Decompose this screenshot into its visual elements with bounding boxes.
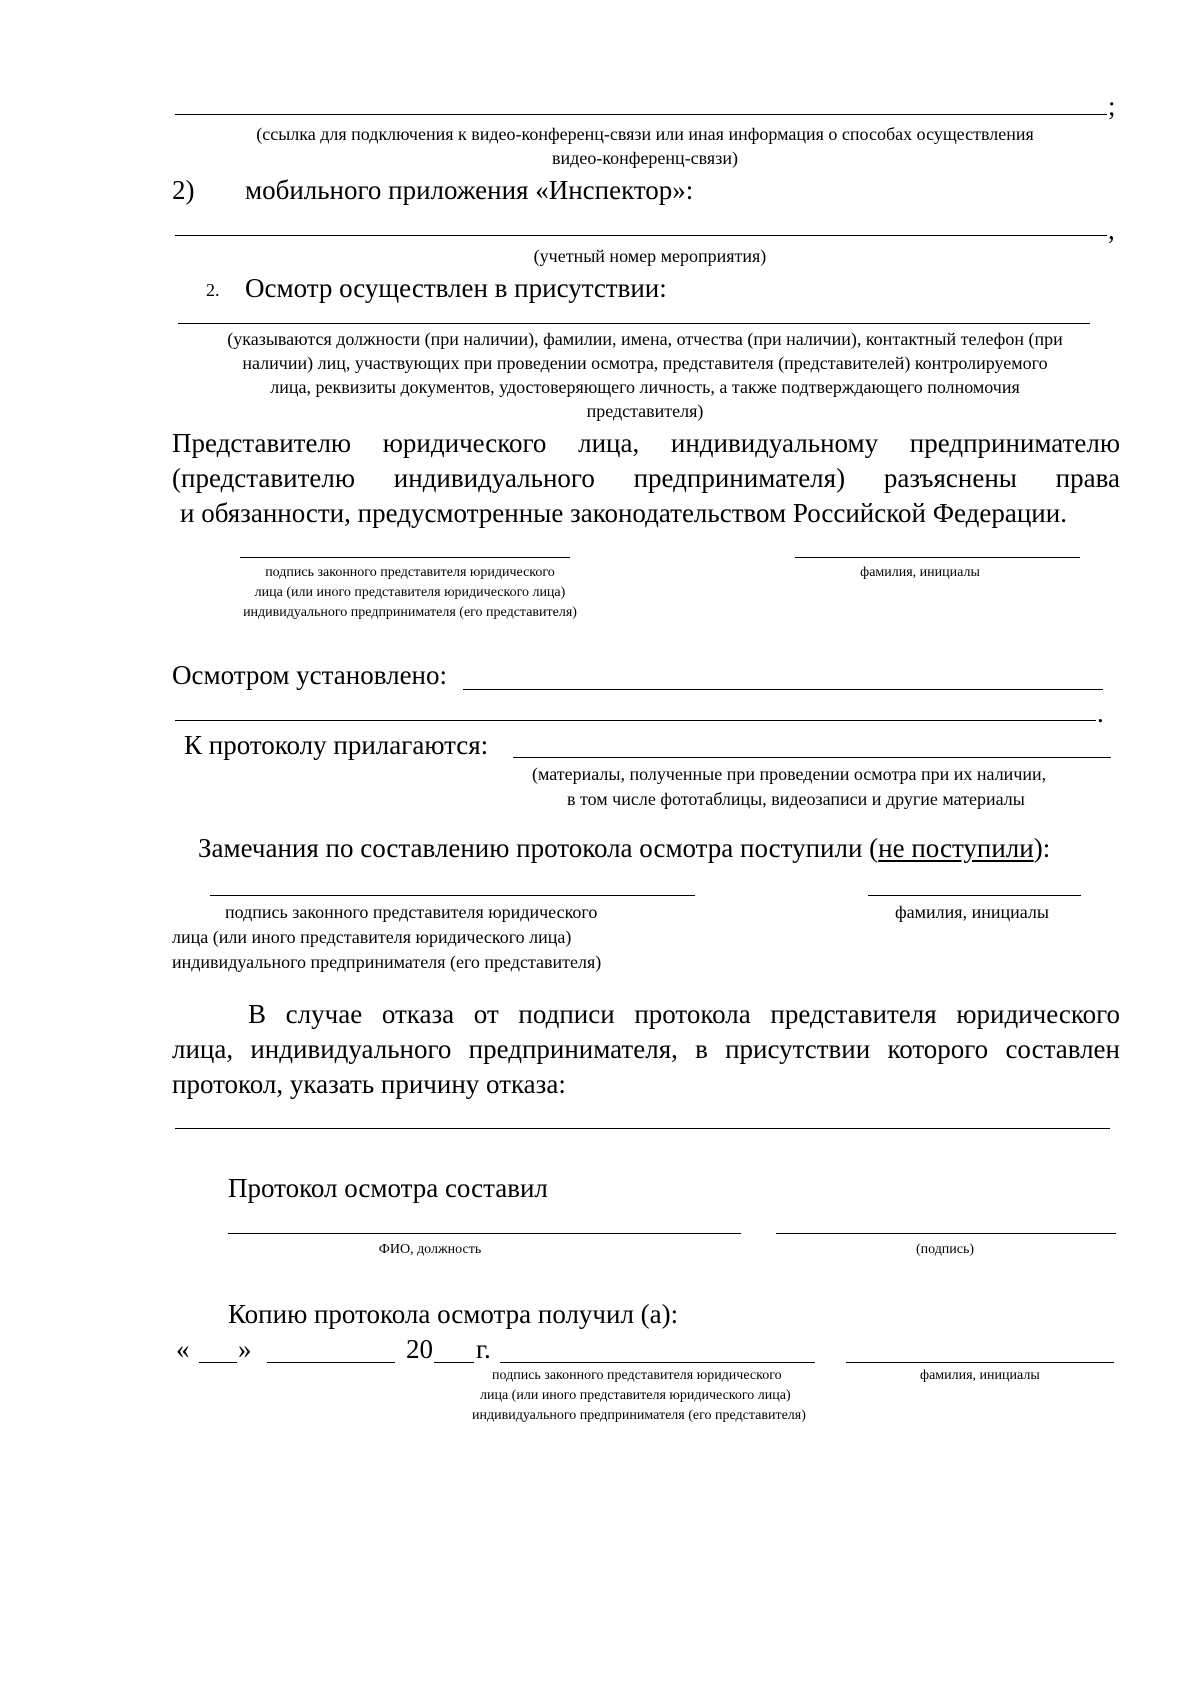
copy-quote-open: « (176, 1334, 190, 1364)
rights-line-1: Представителю юридического лица, индивидуальному предпринимателю (172, 428, 1120, 458)
presence-line (178, 323, 1090, 324)
copy-sign-caption-2: лица (или иного представителя юридического лица) (480, 1388, 791, 1403)
remarks-name-caption: фамилия, инициалы (895, 902, 1049, 922)
vks-caption-2: видео-конференц-связи) (552, 148, 738, 168)
copy-year-suffix: г. (476, 1334, 491, 1364)
remarks-sign-caption-2: лица (или иного представителя юридического лица) (172, 927, 572, 947)
composer-signature-line (776, 1233, 1116, 1234)
app-item-number: 2) (172, 175, 195, 205)
refusal-line-2: лица, индивидуального предпринимателя, в присутствии которого составлен (172, 1034, 1120, 1064)
copy-name-caption: фамилия, инициалы (920, 1368, 1040, 1383)
app-item-label: мобильного приложения «Инспектор»: (245, 175, 694, 205)
findings-line-2 (175, 720, 1096, 721)
rights-sign-caption-2: лица (или иного представителя юридического лица) (254, 585, 566, 600)
findings-label: Осмотром установлено: (172, 660, 448, 690)
copy-signature-line (500, 1362, 815, 1363)
remarks-label (198, 830, 1050, 866)
copy-sign-caption-1: подпись законного представителя юридического (492, 1368, 782, 1383)
copy-year-prefix: 20 (406, 1334, 433, 1364)
presence-caption-3: лица, реквизиты документов, удостоверяющего личность, а также подтверждающего полномочия (270, 377, 1020, 397)
composer-fio-line (228, 1233, 741, 1234)
copy-name-line (846, 1362, 1114, 1363)
remarks-signature-line (210, 895, 695, 896)
findings-line-1 (463, 689, 1103, 690)
remarks-label-underlined: не поступили (878, 833, 1034, 863)
app-end-mark: , (1108, 215, 1115, 245)
copy-month-line (267, 1362, 395, 1363)
vks-end-mark: ; (1108, 91, 1116, 121)
copy-quote-close: » (238, 1334, 252, 1364)
copy-year-line (434, 1362, 474, 1363)
vks-caption-1: (ссылка для подключения к видео-конференц-связи или иная информация о способах осуществления (256, 124, 1034, 144)
composer-sign-caption: (подпись) (915, 1242, 975, 1257)
copy-label: Копию протокола осмотра получил (а): (228, 1299, 679, 1329)
rights-signature-line (240, 557, 570, 558)
copy-sign-caption-3: индивидуального предпринимателя (его представителя) (472, 1408, 806, 1423)
rights-name-line (795, 557, 1080, 558)
rights-sign-caption-3: индивидуального предпринимателя (его представителя) (243, 605, 577, 620)
remarks-sign-caption-3: индивидуального предпринимателя (его представителя) (172, 952, 602, 972)
attachments-line (513, 757, 1111, 758)
attachments-caption-2: в том числе фототаблицы, видеозаписи и другие материалы (567, 789, 1025, 809)
presence-item-label: Осмотр осуществлен в присутствии: (245, 273, 667, 303)
copy-day-line (199, 1362, 237, 1363)
findings-end-mark: . (1097, 698, 1104, 728)
app-caption: (учетный номер мероприятия) (533, 246, 767, 266)
composer-fio-caption: ФИО, должность (378, 1242, 482, 1257)
remarks-sign-caption-1: подпись законного представителя юридического (225, 902, 598, 922)
remarks-label-start: Замечания по составлению протокола осмотра поступили ( (198, 833, 879, 863)
refusal-line-3: протокол, указать причину отказа: (172, 1069, 566, 1099)
app-number-line (175, 235, 1107, 236)
remarks-label-end: ): (1033, 833, 1051, 863)
refusal-reason-line (175, 1128, 1110, 1129)
rights-sign-caption-1: подпись законного представителя юридического (265, 565, 555, 580)
refusal-line-1: В случае отказа от подписи протокола представителя юридического (248, 999, 1120, 1029)
attachments-label: К протоколу прилагаются: (184, 730, 489, 760)
rights-line-3: и обязанности, предусмотренные законодательством Российской Федерации. (180, 498, 1067, 528)
rights-name-caption: фамилия, инициалы (860, 565, 980, 580)
composer-label: Протокол осмотра составил (228, 1173, 548, 1203)
attachments-caption-1: (материалы, полученные при проведении осмотра при их наличии, (532, 764, 1047, 784)
presence-caption-4: представителя) (586, 401, 704, 421)
remarks-name-line (868, 895, 1081, 896)
presence-caption-1: (указываются должности (при наличии), фамилии, имена, отчества (при наличии), контактный телефон (при (227, 329, 1063, 349)
vks-link-line (175, 114, 1107, 115)
rights-line-2: (представителю индивидуального предпринимателя) разъяснены права (172, 463, 1120, 493)
presence-item-number: 2. (206, 280, 220, 300)
presence-caption-2: наличии) лиц, участвующих при проведении осмотра, представителя (представителей) контролируемого (242, 353, 1048, 373)
